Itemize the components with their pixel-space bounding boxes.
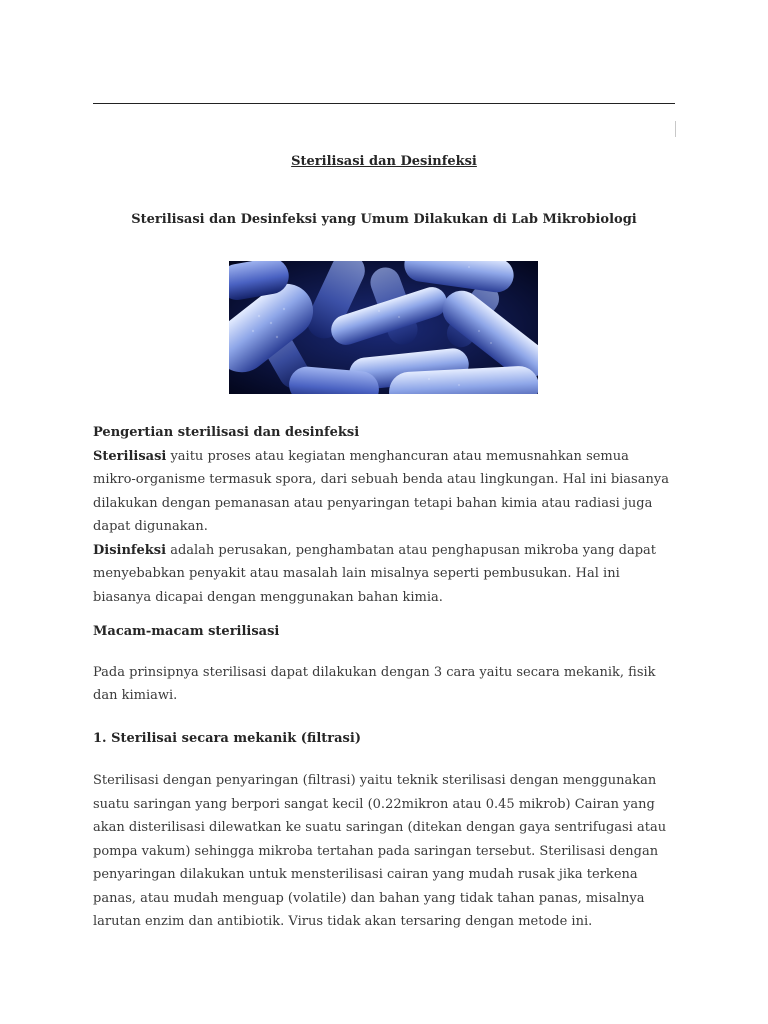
section-heading-mechanical: 1. Sterilisai secara mekanik (filtrasi) — [93, 730, 361, 746]
document-title: Sterilisasi dan Desinfeksi — [291, 154, 477, 169]
header-rule — [93, 103, 675, 104]
bacteria-image — [229, 261, 538, 394]
article-body — [93, 421, 675, 934]
sterilisasi-paragraph — [93, 445, 675, 539]
disinfeksi-definition: adalah perusakan, penghambatan atau penghapusan mikroba yang dapat menyebabkan penyakit atau masalah lain misalnya seperti pembusukan. Hal ini biasanya dicapai dengan menggunakan bahan kimia. — [93, 542, 657, 605]
document-subtitle: Sterilisasi dan Desinfeksi yang Umum Dilakukan di Lab Mikrobiologi — [131, 212, 637, 227]
margin-mark — [675, 121, 676, 137]
types-intro-paragraph: Pada prinsipnya sterilisasi dapat dilakukan dengan 3 cara yaitu secara mekanik, fisik dan kimiawi. — [93, 664, 656, 703]
mechanical-paragraph: Sterilisasi dengan penyaringan (filtrasi) yaitu teknik sterilisasi dengan menggunakan suatu saringan yang berpori sangat kecil (0.22mikron atau 0.45 mikrob) Cairan yang akan disterilisasi dilewatkan ke suatu saringan (ditekan dengan gaya sentrifugasi atau pompa vakum) sehingga mikroba tertahan pada saringan tersebut. Sterilisasi dengan penyaringan dilakukan untuk mensterilisasi cairan yang mudah rusak jika terkena panas, atau mudah menguap (volatile) dan bahan yang tidak tahan panas, misalnya larutan enzim dan antibiotik. Virus tidak akan tersaring dengan metode ini. — [93, 773, 667, 929]
section-heading-types: Macam-macam sterilisasi — [93, 624, 280, 639]
disinfeksi-term: Disinfeksi — [93, 542, 167, 558]
section-heading-definition: Pengertian sterilisasi dan desinfeksi — [93, 425, 360, 440]
sterilisasi-term: Sterilisasi — [93, 448, 167, 464]
sterilisasi-definition: yaitu proses atau kegiatan menghancuran atau memusnahkan semua mikro-organisme termasuk spora, dari sebuah benda atau lingkungan. Hal ini biasanya dilakukan dengan pemanasan atau penyaringan tetapi bahan kimia atau radiasi juga dapat digunakan. — [93, 448, 669, 534]
disinfeksi-paragraph — [93, 539, 675, 610]
